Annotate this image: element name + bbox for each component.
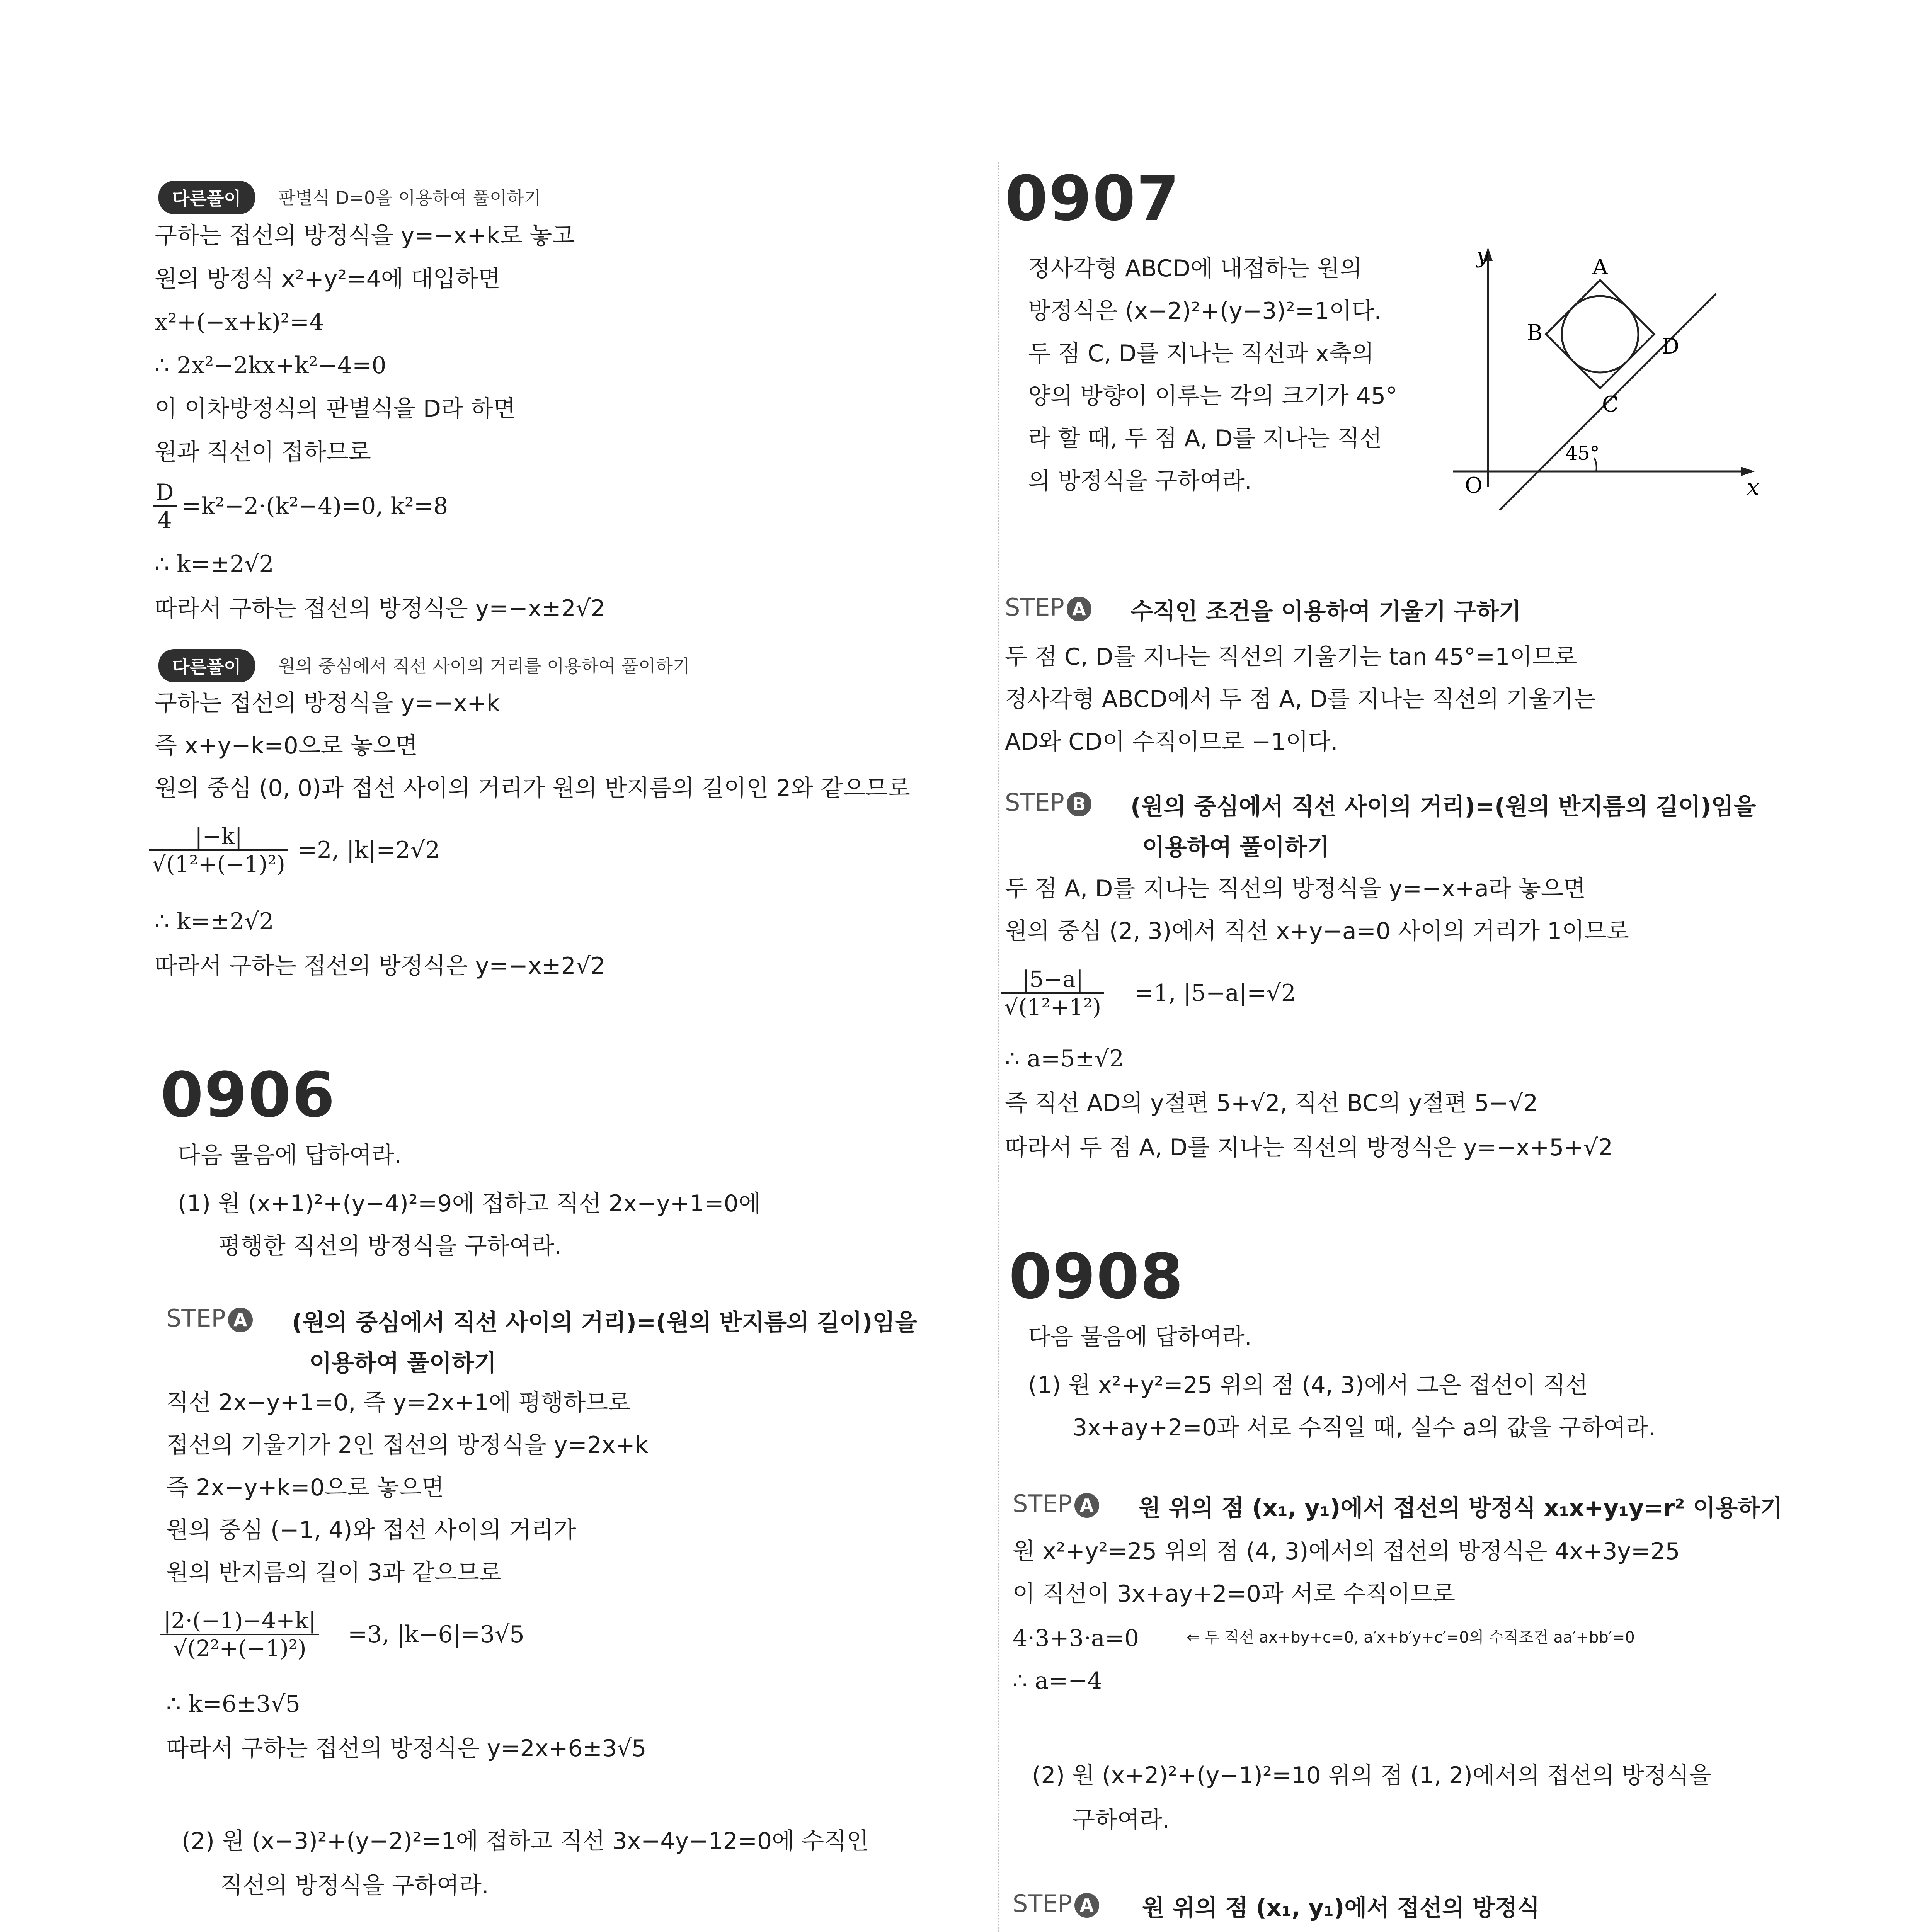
step-label: STEP A xyxy=(1013,1490,1099,1518)
equation: ∴ 2x²−2kx+k²−4=0 xyxy=(155,352,386,379)
problem-number: 0908 xyxy=(1009,1240,1184,1313)
equation: =k²−2·(k²−4)=0, k²=8 xyxy=(182,493,448,520)
question-text: (1) 원 (x+1)²+(y−4)²=9에 접하고 직선 2x−y+1=0에 xyxy=(178,1190,761,1217)
problem-number: 0906 xyxy=(160,1059,336,1131)
x-label: x xyxy=(1747,475,1759,500)
step-title: 이용하여 풀이하기 xyxy=(309,1350,497,1377)
problem-intro: 다음 물음에 답하여라. xyxy=(178,1142,402,1169)
column-divider xyxy=(998,162,999,1932)
alt-solution-badge: 다른풀이 xyxy=(158,649,255,682)
question-text: (2) 원 (x+2)²+(y−1)²=10 위의 점 (1, 2)에서의 접선의 방정식을 xyxy=(1032,1762,1711,1789)
question-text: 평행한 직선의 방정식을 구하여라. xyxy=(218,1233,562,1260)
text-line: 즉 x+y−k=0으로 놓으면 xyxy=(155,732,418,759)
problem-intro: 다음 물음에 답하여라. xyxy=(1028,1323,1252,1350)
equation: =2, |k|=2√2 xyxy=(298,837,440,864)
y-label: y xyxy=(1476,243,1489,268)
problem-text: 두 점 C, D를 지나는 직선과 x축의 xyxy=(1028,340,1374,367)
text-line: 정사각형 ABCD에서 두 점 A, D를 지나는 직선의 기울기는 xyxy=(1005,686,1596,713)
question-text: (2) 원 (x−3)²+(y−2)²=1에 접하고 직선 3x−4y−12=0에 수직인 xyxy=(182,1828,869,1855)
alt-solution-note: 원의 중심에서 직선 사이의 거리를 이용하여 풀이하기 xyxy=(278,656,690,677)
text-line: 원의 중심 (−1, 4)와 접선 사이의 거리가 xyxy=(166,1517,576,1544)
answer-line: 따라서 구하는 접선의 방정식은 y=−x±2√2 xyxy=(155,595,606,622)
fraction: $\frac{|2\cdot(-1)-4+k|}{\text{√(2²+(−1)²)}}$ xyxy=(160,1607,319,1662)
fraction: $\frac{D}{4}$ xyxy=(153,479,177,533)
problem-text: 정사각형 ABCD에 내접하는 원의 xyxy=(1028,255,1362,282)
problem-number: 0907 xyxy=(1005,162,1180,235)
origin-label: O xyxy=(1465,473,1483,498)
step-title: 원 위의 점 (x₁, y₁)에서 접선의 방정식 x₁x+y₁y=r² 이용하기 xyxy=(1138,1495,1783,1522)
step-label: STEP A xyxy=(166,1304,253,1332)
vertex-c-label: C xyxy=(1602,392,1619,417)
text-line: 원 x²+y²=25 위의 점 (4, 3)에서의 접선의 방정식은 4x+3y=25 xyxy=(1013,1538,1680,1565)
problem-text: 방정식은 (x−2)²+(y−3)²=1이다. xyxy=(1028,298,1382,325)
step-title: 원 위의 점 (x₁, y₁)에서 접선의 방정식 xyxy=(1142,1895,1540,1922)
step-letter: A xyxy=(1074,1893,1099,1918)
equation: ∴ k=±2√2 xyxy=(155,551,274,578)
text-line: 원과 직선이 접하므로 xyxy=(155,439,371,466)
answer-line: 따라서 구하는 접선의 방정식은 y=−x±2√2 xyxy=(155,952,606,980)
step-letter: A xyxy=(228,1308,253,1332)
equation: x²+(−x+k)²=4 xyxy=(155,309,324,336)
fraction: $\frac{|5-a|}{\text{√(1²+1²)}}$ xyxy=(1001,966,1104,1020)
step-title: 수직인 조건을 이용하여 기울기 구하기 xyxy=(1130,598,1521,625)
answer-line: 따라서 구하는 접선의 방정식은 y=2x+6±3√5 xyxy=(166,1735,647,1762)
text-line: 직선 2x−y+1=0, 즉 y=2x+1에 평행하므로 xyxy=(166,1389,631,1416)
figure-square-circle xyxy=(1438,240,1762,533)
text-line: 이 이차방정식의 판별식을 D라 하면 xyxy=(155,395,516,422)
vertex-d-label: D xyxy=(1662,334,1679,359)
text-line: 원의 방정식 x²+y²=4에 대입하면 xyxy=(155,265,501,293)
answer-line: 따라서 두 점 A, D를 지나는 직선의 방정식은 y=−x+5+√2 xyxy=(1005,1134,1613,1161)
step-letter: A xyxy=(1074,1493,1099,1518)
text-line: AD와 CD이 수직이므로 −1이다. xyxy=(1005,728,1338,755)
text-line: 구하는 접선의 방정식을 y=−x+k로 놓고 xyxy=(155,222,575,249)
hint-note: ⇐ 두 직선 ax+by+c=0, a′x+b′y+c′=0의 수직조건 aa′+bb′=0 xyxy=(1187,1629,1635,1646)
equation: =1, |5−a|=√2 xyxy=(1134,980,1296,1007)
equation: ∴ a=−4 xyxy=(1013,1667,1102,1694)
text-line: 원의 중심 (2, 3)에서 직선 x+y−a=0 사이의 거리가 1이므로 xyxy=(1005,918,1629,945)
equation: ∴ k=6±3√5 xyxy=(166,1690,300,1718)
question-text: (1) 원 x²+y²=25 위의 점 (4, 3)에서 그은 접선이 직선 xyxy=(1028,1372,1588,1399)
alt-solution-note: 판별식 D=0을 이용하여 풀이하기 xyxy=(278,187,541,208)
question-text: 직선의 방정식을 구하여라. xyxy=(220,1872,489,1899)
problem-text: 양의 방향이 이루는 각의 크기가 45° xyxy=(1028,383,1398,410)
alt-solution-badge: 다른풀이 xyxy=(158,181,255,214)
step-label: STEP A xyxy=(1005,593,1091,621)
question-text: 3x+ay+2=0과 서로 수직일 때, 실수 a의 값을 구하여라. xyxy=(1073,1414,1656,1441)
vertex-a-label: A xyxy=(1592,255,1608,280)
text-line: 즉 직선 AD의 y절편 5+√2, 직선 BC의 y절편 5−√2 xyxy=(1005,1090,1538,1117)
step-title: (원의 중심에서 직선 사이의 거리)=(원의 반지름의 길이)임을 xyxy=(292,1309,918,1336)
inscribed-circle xyxy=(1562,296,1638,372)
equation: 4·3+3·a=0 xyxy=(1013,1625,1139,1652)
step-label: STEP B xyxy=(1005,788,1091,816)
fraction: $\frac{|-k|}{\text{√(1²+(−1)²)}}$ xyxy=(149,823,288,877)
problem-text: 라 할 때, 두 점 A, D를 지나는 직선 xyxy=(1028,425,1382,452)
equation: ∴ k=±2√2 xyxy=(155,908,274,935)
text-line: 두 점 C, D를 지나는 직선의 기울기는 tan 45°=1이므로 xyxy=(1005,643,1577,670)
text-line: 원의 중심 (0, 0)과 접선 사이의 거리가 원의 반지름의 길이인 2와 같으므로 xyxy=(155,775,911,802)
step-label: STEP A xyxy=(1013,1889,1099,1918)
text-line: 구하는 접선의 방정식을 y=−x+k xyxy=(155,690,500,717)
text-line: 이 직선이 3x+ay+2=0과 서로 수직이므로 xyxy=(1013,1580,1455,1607)
step-title: 이용하여 풀이하기 xyxy=(1142,834,1330,861)
step-letter: A xyxy=(1067,597,1091,621)
step-title: (원의 중심에서 직선 사이의 거리)=(원의 반지름의 길이)임을 xyxy=(1130,793,1756,820)
text-line: 접선의 기울기가 2인 접선의 방정식을 y=2x+k xyxy=(166,1432,649,1459)
question-text: 구하여라. xyxy=(1073,1806,1170,1833)
equation: ∴ a=5±√2 xyxy=(1005,1045,1124,1072)
text-line: 즉 2x−y+k=0으로 놓으면 xyxy=(166,1474,444,1501)
equation: =3, |k−6|=3√5 xyxy=(348,1621,524,1648)
problem-text: 의 방정식을 구하여라. xyxy=(1028,468,1252,495)
text-line: 두 점 A, D를 지나는 직선의 방정식을 y=−x+a라 놓으면 xyxy=(1005,875,1586,902)
vertex-b-label: B xyxy=(1527,320,1543,345)
angle-label: 45° xyxy=(1565,442,1600,464)
step-letter: B xyxy=(1067,792,1091,816)
text-line: 원의 반지름의 길이 3과 같으므로 xyxy=(166,1559,502,1586)
